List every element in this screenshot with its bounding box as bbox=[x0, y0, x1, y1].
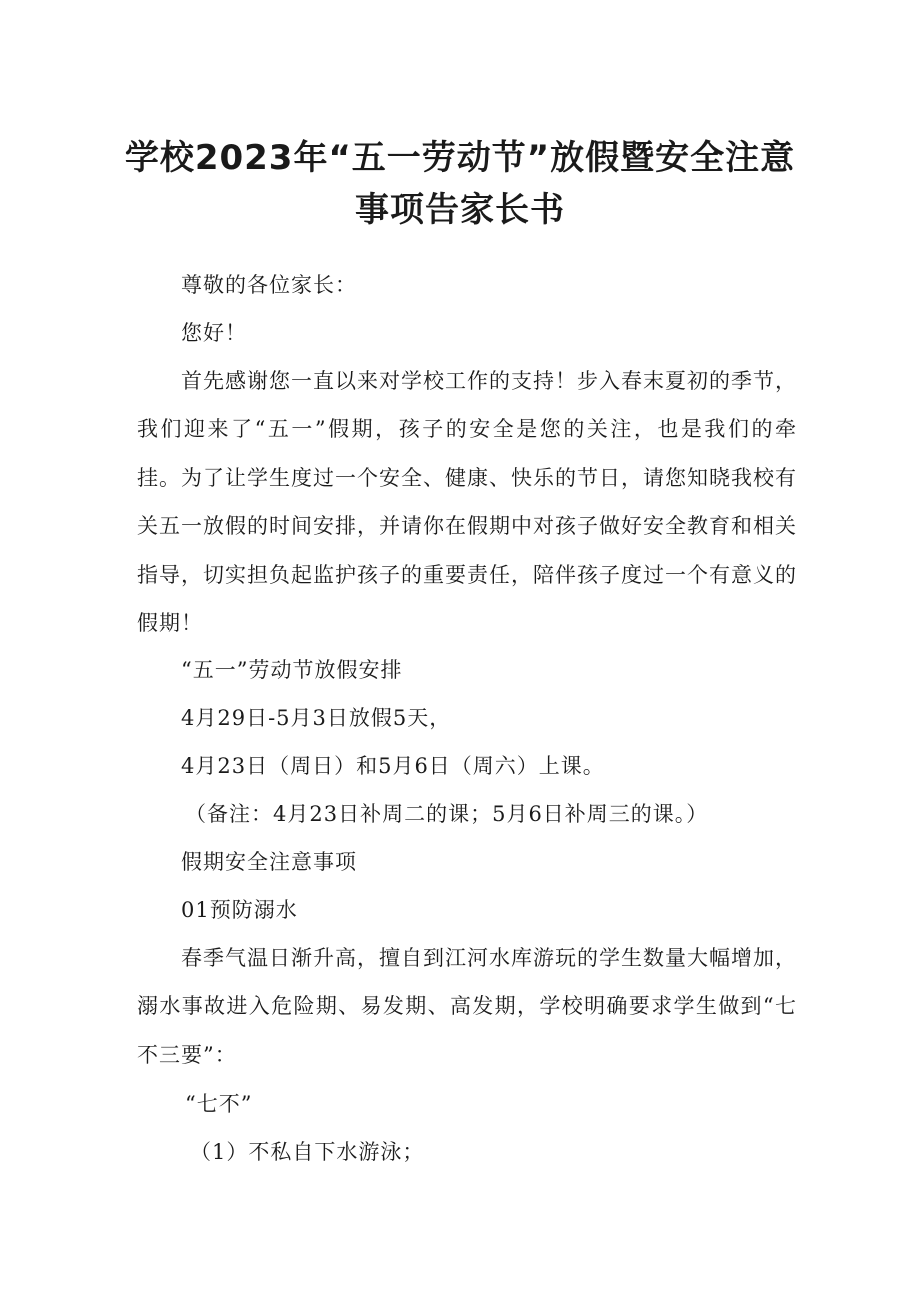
holiday-dates: 4月29日-5月3日放假5天， bbox=[181, 706, 452, 730]
intro-paragraph: 首先感谢您一直以来对学校工作的支持！步入春末夏初的季节，我们迎来了“五一”假期，孩子的安全是您的关注，也是我们的牵挂。为了让学生度过一个安全、健康、快乐的节日，请您知晓我校有关五一放假的时间安排，并请你在假期中对孩子做好安全教育和相关指导，切实担负起监护孩子的重要责任，陪伴孩子度过一个有意义的假期！ bbox=[137, 369, 797, 636]
schedule-heading: “五一”劳动节放假安排 bbox=[181, 658, 403, 682]
document-title-line-2: 事项告家长书 bbox=[355, 190, 565, 230]
section-drowning-title: 01预防溺水 bbox=[181, 898, 298, 922]
safety-heading: 假期安全注意事项 bbox=[181, 850, 357, 874]
greeting: 您好！ bbox=[181, 321, 247, 345]
schedule-note: （备注：4月23日补周二的课；5月6日补周三的课。） bbox=[185, 802, 709, 826]
drowning-paragraph: 春季气温日渐升高，擅自到江河水库游玩的学生数量大幅增加，溺水事故进入危险期、易发期、高发期，学校明确要求学生做到“七不三要”： bbox=[137, 946, 797, 1067]
makeup-class-days: 4月23日（周日）和5月6日（周六）上课。 bbox=[181, 754, 605, 778]
rule-1: （1）不私自下水游泳； bbox=[190, 1140, 425, 1164]
seven-nos-heading: “七不” bbox=[185, 1092, 253, 1116]
document-title-line-1: 学校2023年“五一劳动节”放假暨安全注意 bbox=[124, 138, 796, 178]
salutation: 尊敬的各位家长： bbox=[181, 273, 357, 297]
